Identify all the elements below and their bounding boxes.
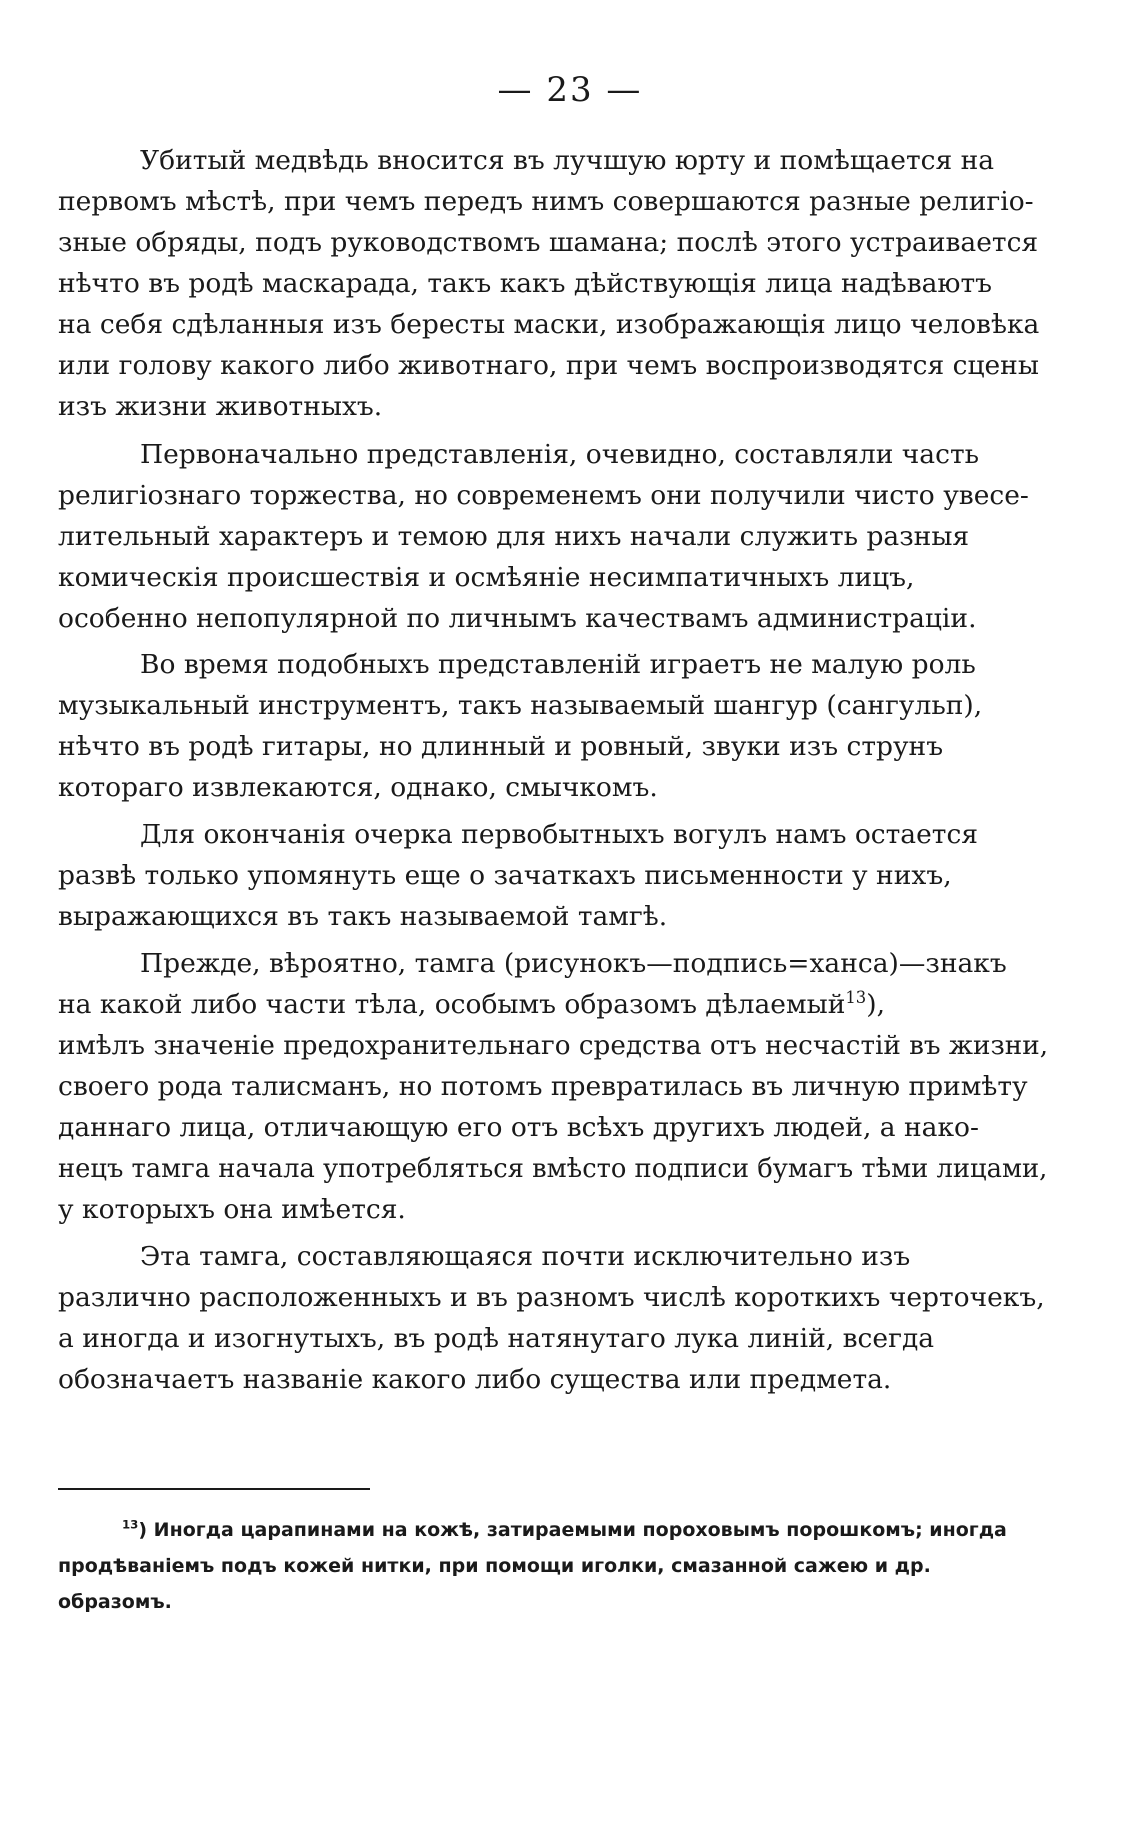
text-line: котораго извлекаются, однако, смычкомъ. — [58, 772, 658, 803]
text-line: на себя сдѣланныя изъ бересты маски, изображающія лицо человѣка — [58, 309, 1040, 340]
footnote-marker: 13 — [122, 1517, 139, 1532]
text-line: лительный характеръ и темою для нихъ начали служить разныя — [58, 521, 970, 552]
text-line: первомъ мѣстѣ, при чемъ передъ нимъ совершаются разные религіо- — [58, 186, 1034, 217]
text-line: нѣчто въ родѣ маскарада, такъ какъ дѣйствующія лица надѣваютъ — [58, 268, 993, 299]
text-line: Для окончанія очерка первобытныхъ вогулъ намъ остается — [140, 819, 979, 850]
text-line: а иногда и изогнутыхъ, въ родѣ натянутаго лука линій, всегда — [58, 1323, 935, 1354]
text-line: у которыхъ она имѣется. — [58, 1194, 406, 1225]
paragraph-tamga-history — [58, 943, 1048, 1230]
footnote — [58, 1512, 1048, 1620]
text-line: комическія происшествія и осмѣяніе несимпатичныхъ лицъ, — [58, 562, 915, 593]
text-line: обозначаетъ названіе какого либо существа или предмета. — [58, 1364, 892, 1395]
text-line — [58, 984, 1048, 1025]
page-number: — 23 — — [497, 70, 643, 110]
text-line: музыкальный инструментъ, такъ называемый шангур (сангульп), — [58, 690, 983, 721]
footnote-line: продѣваніемъ подъ кожей нитки, при помощи иголки, смазанной сажею и др. — [58, 1555, 931, 1577]
footnote-line: образомъ. — [58, 1591, 172, 1613]
text-line: Во время подобныхъ представленій играетъ не малую роль — [140, 649, 976, 680]
paragraph-performances — [58, 434, 1048, 639]
text-line: различно расположенныхъ и въ разномъ числѣ короткихъ черточекъ, — [58, 1282, 1045, 1313]
text-line: развѣ только упомянуть еще о зачаткахъ письменности у нихъ, — [58, 860, 952, 891]
text-line: даннаго лица, отличающую его отъ всѣхъ другихъ людей, а нако- — [58, 1112, 979, 1143]
paragraph-instrument — [58, 644, 1048, 808]
text-line: имѣлъ значеніе предохранительнаго средства отъ несчастій въ жизни, — [58, 1030, 1049, 1061]
text-line: религіознаго торжества, но современемъ они получили чисто увесе- — [58, 480, 1029, 511]
text-line: Прежде, вѣроятно, тамга (рисунокъ—подпись=ханса)—знакъ — [140, 948, 1007, 979]
footnote-divider — [58, 1488, 370, 1490]
text-segment: ), — [866, 989, 886, 1020]
text-line: или голову какого либо животнаго, при чемъ воспроизводятся сцены — [58, 350, 1039, 381]
text-line: выражающихся въ такъ называемой тамгѣ. — [58, 901, 668, 932]
text-line: Эта тамга, составляющаяся почти исключительно изъ — [140, 1241, 911, 1272]
text-segment: на какой либо части тѣла, особымъ образомъ дѣлаемый — [58, 989, 846, 1020]
footnote-line — [58, 1512, 1048, 1548]
paragraph-tamga-form — [58, 1236, 1048, 1400]
footnote-reference: 13 — [845, 988, 867, 1008]
text-line: изъ жизни животныхъ. — [58, 391, 383, 422]
text-line: особенно непопулярной по личнымъ качествамъ администраціи. — [58, 603, 977, 634]
text-segment: ) Иногда царапинами на кожѣ, затираемыми пороховымъ порошкомъ; иногда — [138, 1519, 1007, 1541]
paragraph-bear-ritual — [58, 140, 1048, 427]
text-line: зные обряды, подъ руководствомъ шамана; послѣ этого устраивается — [58, 227, 1039, 258]
paragraph-writing — [58, 814, 1048, 937]
page-body — [58, 140, 1048, 1400]
text-line: Первоначально представленія, очевидно, составляли часть — [140, 439, 980, 470]
text-line: своего рода талисманъ, но потомъ превратилась въ личную примѣту — [58, 1071, 1028, 1102]
text-line: нѣчто въ родѣ гитары, но длинный и ровный, звуки изъ струнъ — [58, 731, 944, 762]
text-line: Убитый медвѣдь вносится въ лучшую юрту и помѣщается на — [140, 145, 995, 176]
text-line: нецъ тамга начала употребляться вмѣсто подписи бумагъ тѣми лицами, — [58, 1153, 1048, 1184]
